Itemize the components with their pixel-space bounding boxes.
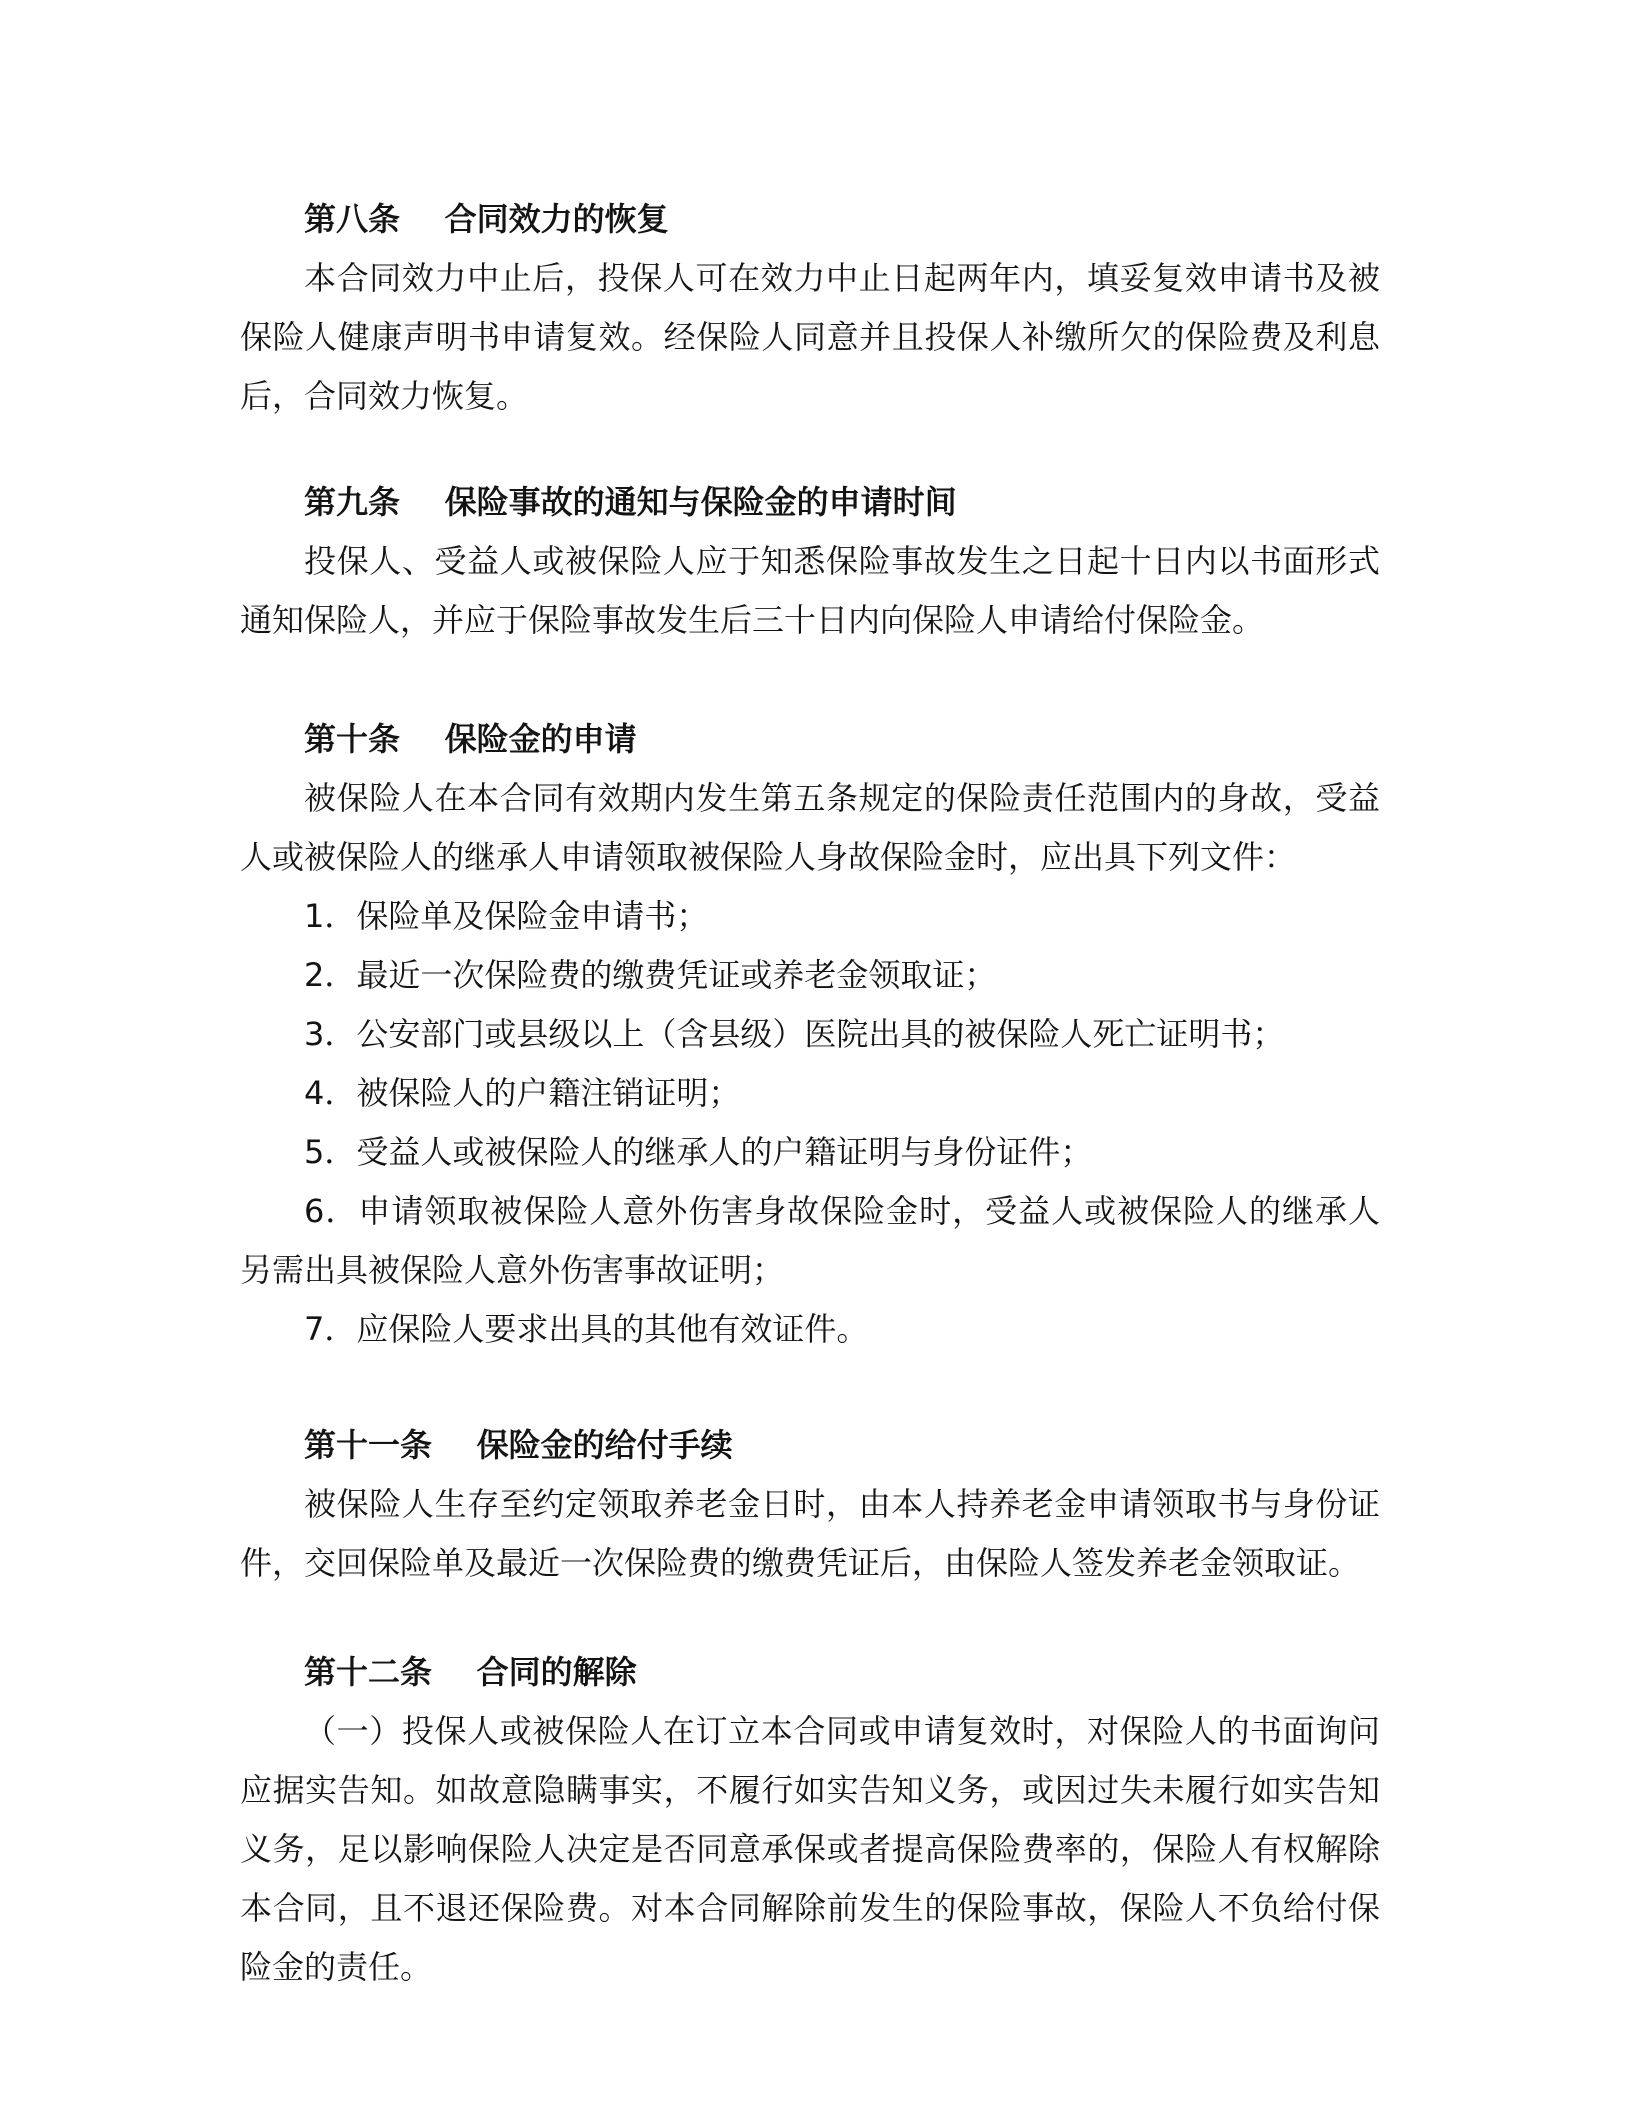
article-heading [240, 1643, 1380, 1702]
article-10 [240, 710, 1380, 1359]
article-paragraph: 被保险人在本合同有效期内发生第五条规定的保险责任范围内的身故，受益人或被保险人的继承人申请领取被保险人身故保险金时，应出具下列文件： [240, 779, 1380, 876]
section-gap [240, 1359, 1380, 1416]
section-gap [240, 1593, 1380, 1643]
article-12 [240, 1643, 1380, 1997]
article-paragraph: 被保险人生存至约定领取养老金日时，由本人持养老金申请领取书与身份证件，交回保险单及最近一次保险费的缴费凭证后，由保险人签发养老金领取证。 [240, 1485, 1380, 1582]
article-title: 合同的解除 [476, 1653, 637, 1691]
article-number: 第八条 [304, 200, 401, 238]
article-heading [240, 190, 1380, 249]
article-number: 第九条 [304, 483, 401, 521]
article-9 [240, 473, 1380, 650]
list-item: 7．应保险人要求出具的其他有效证件。 [304, 1310, 869, 1348]
article-title: 保险金的给付手续 [476, 1426, 733, 1464]
article-paragraph: 本合同效力中止后，投保人可在效力中止日起两年内，填妥复效申请书及被保险人健康声明书申请复效。经保险人同意并且投保人补缴所欠的保险费及利息后，合同效力恢复。 [240, 259, 1380, 415]
list-item: 3．公安部门或县级以上（含县级）医院出具的被保险人死亡证明书； [304, 1015, 1285, 1053]
article-title: 合同效力的恢复 [444, 200, 669, 238]
contract-text [240, 190, 1380, 1997]
article-number: 第十条 [304, 720, 401, 758]
section-gap [240, 650, 1380, 710]
article-heading [240, 710, 1380, 769]
article-number: 第十二条 [304, 1653, 433, 1691]
list-item: 5．受益人或被保险人的继承人的户籍证明与身份证件； [304, 1133, 1093, 1171]
section-gap [240, 426, 1380, 473]
list-item: 2．最近一次保险费的缴费凭证或养老金领取证； [304, 956, 997, 994]
article-title: 保险事故的通知与保险金的申请时间 [444, 483, 957, 521]
article-number: 第十一条 [304, 1426, 433, 1464]
article-heading [240, 1416, 1380, 1475]
article-11 [240, 1416, 1380, 1593]
article-heading [240, 473, 1380, 532]
article-title: 保险金的申请 [444, 720, 637, 758]
article-paragraph: 投保人、受益人或被保险人应于知悉保险事故发生之日起十日内以书面形式通知保险人，并应于保险事故发生后三十日内向保险人申请给付保险金。 [240, 542, 1380, 639]
list-item: 6．申请领取被保险人意外伤害身故保险金时，受益人或被保险人的继承人另需出具被保险人意外伤害事故证明； [240, 1192, 1380, 1289]
article-paragraph: （一）投保人或被保险人在订立本合同或申请复效时，对保险人的书面询问应据实告知。如故意隐瞒事实，不履行如实告知义务，或因过失未履行如实告知义务，足以影响保险人决定是否同意承保或者提高保险费率的，保险人有权解除本合同，且不退还保险费。对本合同解除前发生的保险事故，保险人不负给付保险金的责任。 [240, 1712, 1380, 1986]
list-item: 1．保险单及保险金申请书； [304, 897, 709, 935]
list-item: 4．被保险人的户籍注销证明； [304, 1074, 741, 1112]
article-8 [240, 190, 1380, 426]
